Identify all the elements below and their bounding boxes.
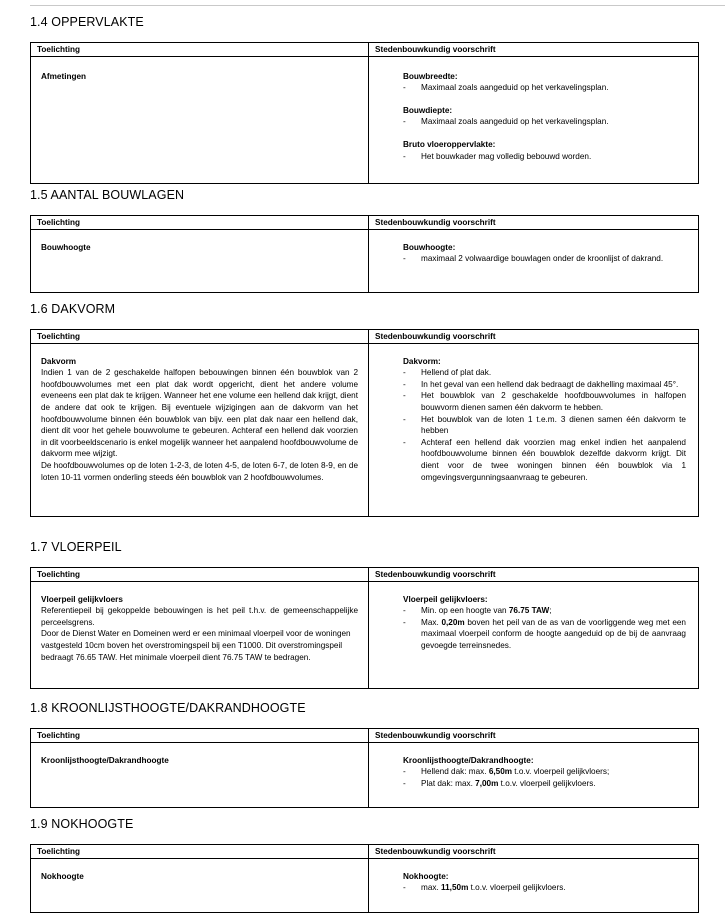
- rule-item: - Het bouwblok van 2 geschakelde hoofdbouwvolumes in halfopen bouwvorm dienen samen één dakvorm te hebben.: [403, 390, 686, 413]
- section-dakvorm: [30, 301, 698, 517]
- rule-item: - Achteraf een hellend dak voorzien mag enkel indien het aanpalend hoofdbouwvolume binnen één bouwblok dezelfde dakvorm krijgt. Dit dient voor de twee woningen binnen één bouwblok via 1 omgevingsvergunningsaanvraag te gebeuren.: [403, 437, 686, 483]
- toelichting-paragraph: Door de Dienst Water en Domeinen werd er een minimaal vloerpeil voor de woningen vastgesteld 10cm boven het overstromingspeil bij een T1000. Dit overstromingspeil bedraagt 76.65 TAW. Het minimale vloerpeil dient 76.75 TAW te bedragen.: [41, 629, 351, 662]
- toelichting-cell: [31, 742, 369, 807]
- toelichting-cell: [31, 343, 369, 516]
- section-title: 1.5 AANTAL BOUWLAGEN: [30, 188, 185, 202]
- rule-item: - Het bouwblok van de loten 1 t.e.m. 3 dienen samen één dakvorm te hebben: [403, 414, 686, 437]
- rule-label: Vloerpeil gelijkvloers:: [403, 594, 488, 604]
- toelichting-cell: [31, 56, 369, 183]
- section-oppervlakte: [30, 14, 698, 184]
- rule-label: Dakvorm:: [403, 356, 441, 366]
- rule-item: - maximaal 2 volwaardige bouwlagen onder de kroonlijst of dakrand.: [403, 253, 686, 265]
- toelichting-label: Kroonlijsthoogte/Dakrandhoogte: [41, 755, 169, 765]
- rule-item: - In het geval van een hellend dak bedraagt de dakhelling maximaal 45°.: [403, 379, 686, 391]
- rule-item: - Maximaal zoals aangeduid op het verkavelingsplan.: [403, 82, 686, 94]
- header-voorschrift: Stedenbouwkundig voorschrift: [369, 330, 699, 344]
- rule-item: - Plat dak: max. 7,00m t.o.v. vloerpeil gelijkvloers.: [403, 778, 686, 790]
- section-title: 1.7 VLOERPEIL: [30, 540, 122, 554]
- section-aantal-bouwlagen: [30, 187, 698, 293]
- regulation-table: [30, 728, 699, 808]
- section-title: 1.8 KROONLIJSTHOOGTE/DAKRANDHOOGTE: [30, 701, 306, 715]
- header-voorschrift: Stedenbouwkundig voorschrift: [369, 43, 699, 57]
- rule-label: Kroonlijsthoogte/Dakrandhoogte:: [403, 755, 534, 765]
- rule-block-bouwdiepte: [403, 105, 686, 128]
- regulation-table: [30, 215, 699, 293]
- toelichting-cell: [31, 229, 369, 292]
- header-voorschrift: Stedenbouwkundig voorschrift: [369, 216, 699, 230]
- header-toelichting: Toelichting: [31, 845, 369, 859]
- rule-label: Bouwhoogte:: [403, 242, 456, 252]
- page-top-rule: [30, 5, 725, 6]
- toelichting-label: Vloerpeil gelijkvloers: [41, 594, 123, 604]
- section-nokhoogte: [30, 816, 698, 913]
- header-voorschrift: Stedenbouwkundig voorschrift: [369, 845, 699, 859]
- toelichting-cell: [31, 581, 369, 688]
- header-toelichting: Toelichting: [31, 216, 369, 230]
- rule-item: - Maximaal zoals aangeduid op het verkavelingsplan.: [403, 116, 686, 128]
- header-toelichting: Toelichting: [31, 43, 369, 57]
- section-kroonlijsthoogte: [30, 700, 698, 808]
- toelichting-paragraph: Indien 1 van de 2 geschakelde halfopen bebouwingen binnen één bouwblok van 2 hoofdbouwvolumes met een plat dak wordt opgericht, dient het andere volume eveneens een plat dak te krijgen. Wanneer het ene volume een hellend dak krijgt, dient de andere dat ook te krijgen. Bij eventuele wijzigingen aan de dakvorm van het hoofdbouwvolume binnen één bouwblok van bijv. een plat dak naar een hellend dak, dient dit voor het gehele bouwvolume te gebeuren. Achteraf een hellend dak voorzien in dit voorbeeldscenario is enkel mogelijk wanneer het aanpalend hoofdbouwvolume de dakvorm mee wijzigt.: [41, 368, 358, 459]
- rule-item: - Hellend of plat dak.: [403, 367, 686, 379]
- section-title: 1.9 NOKHOOGTE: [30, 817, 134, 831]
- header-toelichting: Toelichting: [31, 729, 369, 743]
- toelichting-label: Dakvorm: [41, 356, 77, 366]
- rule-item: - Max. 0,20m boven het peil van de as van de voorliggende weg met een maximaal vloerpeil conform de hoogte aangeduid op de bij de aanvraag gevoegde terreinsnedes.: [403, 617, 686, 652]
- voorschrift-cell: [369, 742, 699, 807]
- section-vloerpeil: [30, 539, 698, 689]
- regulation-table: [30, 567, 699, 689]
- rule-item: - Het bouwkader mag volledig bebouwd worden.: [403, 151, 686, 163]
- toelichting-paragraph: Referentiepeil bij gekoppelde bebouwingen is het peil t.h.v. de gemeenschappelijke perceelsgrens.: [41, 606, 358, 627]
- rule-label: Bouwbreedte:: [403, 71, 458, 81]
- voorschrift-cell: [369, 858, 699, 912]
- header-voorschrift: Stedenbouwkundig voorschrift: [369, 568, 699, 582]
- rule-block-bruto-vloeroppervlakte: [403, 139, 686, 162]
- regulation-table: [30, 329, 699, 517]
- rule-label: Bouwdiepte:: [403, 105, 453, 115]
- rule-item: - Min. op een hoogte van 76.75 TAW;: [403, 605, 686, 617]
- voorschrift-cell: [369, 56, 699, 183]
- toelichting-label: Nokhoogte: [41, 871, 84, 881]
- rule-label: Bruto vloeroppervlakte:: [403, 139, 496, 149]
- toelichting-label: Bouwhoogte: [41, 242, 91, 252]
- header-toelichting: Toelichting: [31, 330, 369, 344]
- rule-item: - max. 11,50m t.o.v. vloerpeil gelijkvloers.: [403, 882, 686, 894]
- voorschrift-cell: [369, 343, 699, 516]
- header-voorschrift: Stedenbouwkundig voorschrift: [369, 729, 699, 743]
- voorschrift-cell: [369, 229, 699, 292]
- rule-label: Nokhoogte:: [403, 871, 449, 881]
- toelichting-label: Afmetingen: [41, 71, 87, 81]
- header-toelichting: Toelichting: [31, 568, 369, 582]
- voorschrift-cell: [369, 581, 699, 688]
- regulation-table: [30, 844, 699, 913]
- regulation-table: [30, 42, 699, 184]
- section-title: 1.4 OPPERVLAKTE: [30, 15, 144, 29]
- rule-item: - Hellend dak: max. 6,50m t.o.v. vloerpeil gelijkvloers;: [403, 766, 686, 778]
- section-title: 1.6 DAKVORM: [30, 302, 116, 316]
- rule-block-bouwbreedte: [403, 71, 686, 94]
- toelichting-cell: [31, 858, 369, 912]
- toelichting-paragraph: De hoofdbouwvolumes op de loten 1-2-3, de loten 4-5, de loten 6-7, de loten 8-9, en de loten 10-11 vormen onderling steeds één bouwblok van 2 hoofdbouwvolumes.: [41, 460, 358, 482]
